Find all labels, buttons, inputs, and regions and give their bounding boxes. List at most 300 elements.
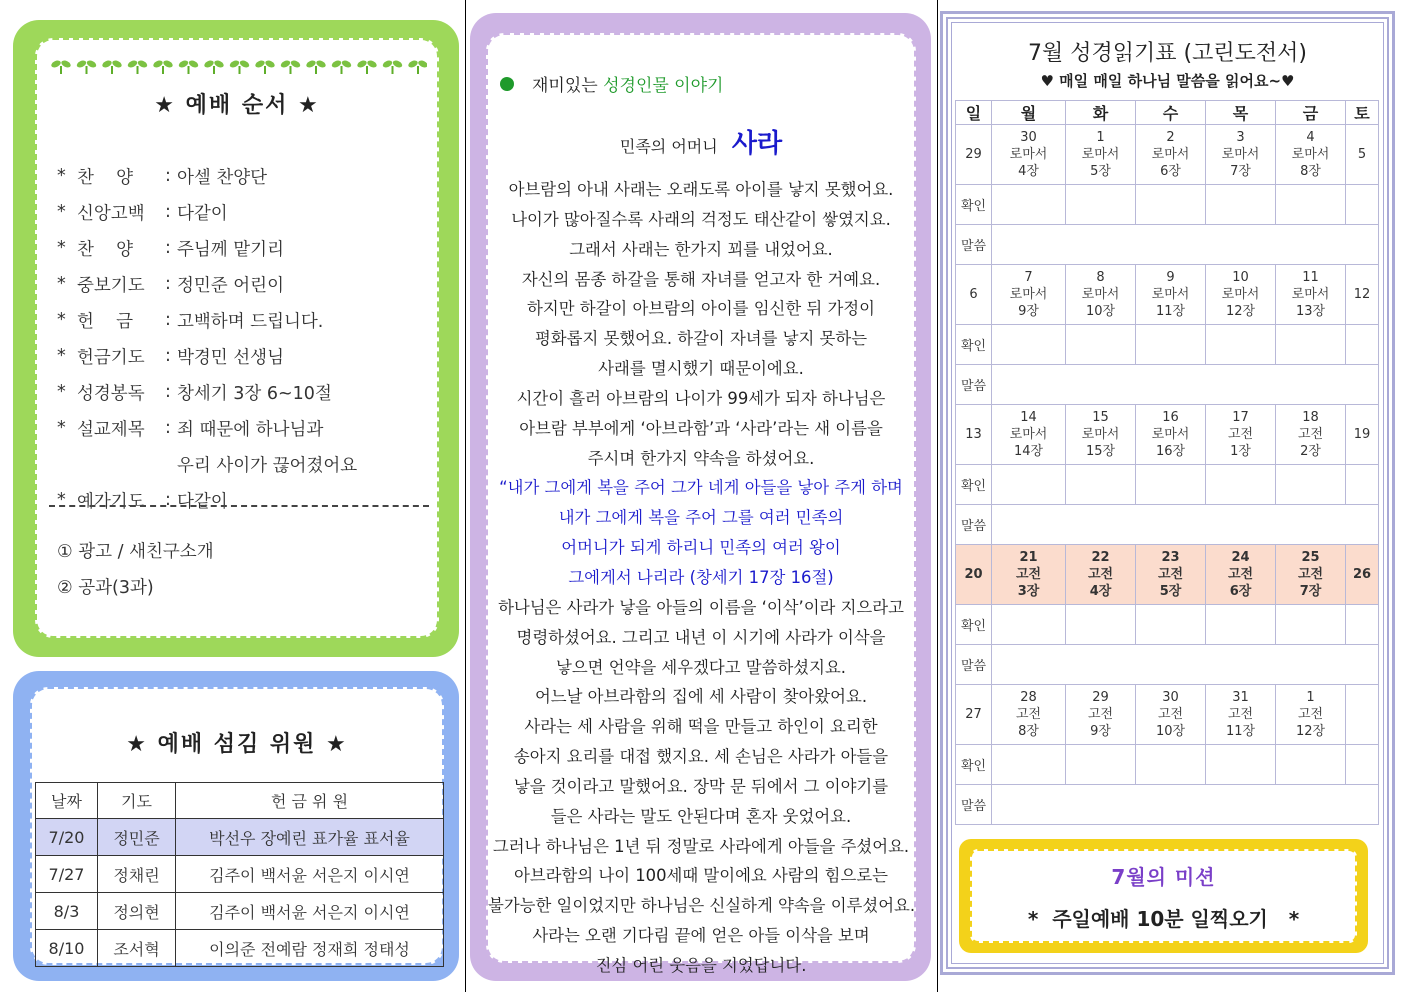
sprout-icon	[152, 59, 174, 74]
bullet-star: *	[57, 418, 66, 438]
header-date: 날짜	[36, 783, 98, 819]
check-box[interactable]	[1346, 605, 1379, 645]
table-row	[36, 930, 444, 967]
notice-list	[57, 532, 214, 604]
check-row	[956, 185, 1379, 225]
sunday-date: 20	[956, 545, 992, 605]
reading-cell	[1066, 265, 1136, 325]
date-number: 1	[1096, 130, 1105, 145]
order-label: 설교제목	[77, 419, 145, 440]
story-heading	[500, 71, 723, 96]
story-subtitle-prefix: 민족의 어머니	[619, 137, 723, 156]
reading-cell	[1136, 545, 1206, 605]
story-heading-prefix: 재미있는	[532, 76, 604, 96]
column-divider	[937, 0, 938, 992]
check-label: 확인	[956, 465, 992, 505]
check-box[interactable]	[1206, 745, 1276, 785]
sermon-title-continued: 우리 사이가 끊어졌어요	[177, 455, 358, 476]
check-box[interactable]	[1276, 185, 1346, 225]
date-number: 25	[1301, 550, 1320, 565]
calendar-subtitle: ♥ 매일 매일 하나님 말씀을 읽어요~♥	[1040, 72, 1295, 90]
sprout-border-icon	[51, 56, 427, 76]
date-number: 18	[1302, 410, 1319, 425]
order-colon: :	[165, 202, 171, 222]
order-value: 박경민 선생님	[177, 347, 284, 368]
book-name: 고전	[1015, 567, 1042, 582]
date-number: 10	[1232, 270, 1249, 285]
calendar-week-row	[956, 405, 1379, 465]
chapter: 3장	[1017, 584, 1040, 599]
check-box[interactable]	[992, 325, 1066, 365]
reading-cell	[992, 125, 1066, 185]
date-number: 8	[1096, 270, 1105, 285]
check-box[interactable]	[1066, 745, 1136, 785]
word-field[interactable]	[992, 645, 1379, 685]
chapter: 8장	[1018, 724, 1039, 739]
chapter: 4장	[1089, 584, 1112, 599]
check-box[interactable]	[1136, 465, 1206, 505]
check-box[interactable]	[992, 745, 1066, 785]
scripture-line: 내가 그에게 복을 주어 그를 여러 민족의	[558, 508, 844, 528]
date-number: 29	[1092, 690, 1109, 705]
reading-cell	[1276, 685, 1346, 745]
check-box[interactable]	[1066, 605, 1136, 645]
check-box[interactable]	[1276, 325, 1346, 365]
chapter: 6장	[1160, 164, 1181, 179]
check-label: 확인	[956, 185, 992, 225]
saturday-date: 5	[1346, 125, 1379, 185]
date-number: 24	[1231, 550, 1250, 565]
calendar-week-row	[956, 265, 1379, 325]
sprout-icon	[229, 59, 251, 74]
reading-cell	[1066, 685, 1136, 745]
check-box[interactable]	[1206, 185, 1276, 225]
prayer-cell: 정채린	[98, 856, 176, 893]
offering-cell: 김주이 백서윤 서은지 이시연	[176, 893, 444, 930]
book-name: 고전	[1157, 567, 1184, 582]
word-label: 말씀	[956, 505, 992, 545]
sprout-icon	[101, 59, 123, 74]
order-colon: :	[165, 274, 171, 294]
date-cell: 7/27	[36, 856, 98, 893]
weekday-header: 일	[956, 101, 992, 125]
book-name: 로마서	[1009, 427, 1048, 442]
book-name: 로마서	[1151, 287, 1190, 302]
reading-calendar	[955, 100, 1379, 825]
bullet-star: *	[57, 202, 66, 222]
word-row	[956, 225, 1379, 265]
sprout-icon	[356, 59, 378, 74]
check-box[interactable]	[1276, 605, 1346, 645]
order-label: 헌 금	[77, 311, 134, 332]
word-row	[956, 645, 1379, 685]
header-offering: 헌 금 위 원	[176, 783, 444, 819]
weekday-header: 수	[1136, 101, 1206, 125]
bullet-star: *	[57, 238, 66, 258]
ushers-panel	[13, 671, 459, 981]
sprout-icon	[254, 59, 276, 74]
word-label: 말씀	[956, 785, 992, 825]
bible-story-card	[486, 33, 916, 975]
notice-item: ① 광고 / 새친구소개	[57, 541, 214, 562]
order-colon: :	[165, 310, 171, 330]
order-label: 찬 양	[77, 239, 134, 260]
story-line: 진심 어린 웃음을 지었답니다.	[595, 955, 807, 975]
story-line: 사라는 오랜 기다림 끝에 얻은 아들 이삭을 보며	[532, 926, 870, 946]
story-line: 그러나 하나님은 1년 뒤 정말로 사라에게 아들을 주셨어요.	[492, 836, 910, 856]
saturday-date	[1346, 685, 1379, 745]
worship-order-item	[57, 374, 357, 410]
sprout-icon	[382, 59, 404, 74]
story-line: 낳을 것이라고 말했어요. 장막 문 뒤에서 그 이야기를	[513, 776, 889, 796]
worship-order-item	[57, 482, 357, 518]
bullet-star: *	[57, 490, 66, 510]
book-name: 로마서	[1221, 287, 1260, 302]
story-subtitle	[488, 123, 914, 160]
reading-cell	[1276, 405, 1346, 465]
column-divider	[465, 0, 466, 992]
check-box[interactable]	[1136, 185, 1206, 225]
table-row	[36, 819, 444, 856]
book-name: 로마서	[1009, 287, 1048, 302]
story-line: 평화롭지 못했어요. 하갈이 자녀를 낳지 못하는	[534, 329, 868, 349]
sprout-icon	[203, 59, 225, 74]
check-box[interactable]	[1276, 465, 1346, 505]
check-box[interactable]	[1066, 325, 1136, 365]
story-line: 낳으면 언약을 세우겠다고 말씀하셨지요.	[555, 657, 846, 677]
book-name: 로마서	[1291, 147, 1330, 162]
story-line: 시간이 흘러 아브람의 나이가 99세가 되자 하나님은	[516, 388, 886, 408]
order-value: 주님께 맡기리	[177, 239, 284, 260]
chapter: 11장	[1225, 724, 1256, 739]
story-line: 하나님은 사라가 낳을 아들의 이름을 ‘이삭’이라 지으라고	[498, 597, 904, 617]
date-number: 4	[1306, 130, 1315, 145]
story-line: 들은 사라는 말도 안된다며 혼자 웃었어요.	[550, 806, 852, 826]
word-label: 말씀	[956, 365, 992, 405]
book-name: 로마서	[1151, 147, 1190, 162]
check-box[interactable]	[992, 185, 1066, 225]
saturday-date: 26	[1346, 545, 1379, 605]
check-box[interactable]	[1346, 465, 1379, 505]
reading-cell	[1136, 125, 1206, 185]
order-value: 다같이	[177, 203, 228, 224]
story-line: 자신의 몸종 하갈을 통해 자녀를 얻고자 한 거예요.	[521, 269, 881, 289]
check-box[interactable]	[1346, 185, 1379, 225]
chapter: 5장	[1159, 584, 1182, 599]
check-box[interactable]	[1136, 605, 1206, 645]
calendar-week-row	[956, 125, 1379, 185]
order-label: 신앙고백	[77, 203, 145, 224]
story-line: 나이가 많아질수록 사래의 걱정도 태산같이 쌓였지요.	[511, 209, 891, 229]
offering-cell: 이의준 전예람 정재희 정태성	[176, 930, 444, 967]
check-row	[956, 325, 1379, 365]
bullet-dot-icon	[500, 77, 514, 91]
check-box[interactable]	[992, 465, 1066, 505]
reading-cell	[1136, 685, 1206, 745]
date-number: 30	[1162, 690, 1179, 705]
date-number: 16	[1162, 410, 1179, 425]
order-value: 고백하며 드립니다.	[177, 311, 324, 332]
check-box[interactable]	[1206, 605, 1276, 645]
date-number: 23	[1161, 550, 1180, 565]
sunday-date: 6	[956, 265, 992, 325]
sunday-date: 13	[956, 405, 992, 465]
worship-order-item	[57, 302, 357, 338]
weekday-header: 토	[1346, 101, 1379, 125]
book-name: 고전	[1297, 567, 1324, 582]
scripture-line: “내가 그에게 복을 주어 그가 네게 아들을 낳아 주게 하며	[499, 478, 903, 498]
word-field[interactable]	[992, 225, 1379, 265]
chapter: 2장	[1300, 444, 1321, 459]
check-box[interactable]	[1066, 465, 1136, 505]
book-name: 로마서	[1081, 427, 1120, 442]
story-character-name: 사라	[731, 129, 783, 159]
check-box[interactable]	[992, 605, 1066, 645]
book-name: 고전	[1227, 427, 1254, 442]
bible-story-panel	[470, 13, 931, 981]
chapter: 9장	[1018, 304, 1039, 319]
worship-order-item	[57, 158, 357, 194]
order-value: 다같이	[177, 491, 228, 512]
mission-text: * 주일예배 10분 일찍오기 *	[1027, 907, 1300, 931]
chapter: 12장	[1295, 724, 1326, 739]
prayer-cell: 정민준	[98, 819, 176, 856]
order-label: 중보기도	[77, 275, 145, 296]
date-cell: 7/20	[36, 819, 98, 856]
book-name: 고전	[1227, 567, 1254, 582]
reading-cell	[992, 405, 1066, 465]
calendar-week-row	[956, 685, 1379, 745]
weekday-header: 월	[992, 101, 1066, 125]
reading-cell	[1066, 125, 1136, 185]
story-line: 사래를 멸시했기 때문이에요.	[598, 359, 804, 379]
order-colon: :	[165, 382, 171, 402]
reading-cell	[1206, 265, 1276, 325]
check-label: 확인	[956, 745, 992, 785]
reading-cell	[1206, 125, 1276, 185]
date-number: 7	[1024, 270, 1033, 285]
date-number: 15	[1092, 410, 1109, 425]
worship-order-card	[35, 38, 439, 638]
order-label: 찬 양	[77, 167, 134, 188]
ushers-table	[35, 782, 444, 967]
check-box[interactable]	[1066, 185, 1136, 225]
calendar-week-row	[956, 545, 1379, 605]
mission-card	[970, 849, 1357, 943]
word-row	[956, 505, 1379, 545]
word-field[interactable]	[992, 505, 1379, 545]
calendar-title: 7월 성경읽기표 (고린도전서)	[1028, 41, 1307, 66]
book-name: 고전	[1227, 707, 1254, 722]
chapter: 10장	[1085, 304, 1116, 319]
book-name: 로마서	[1009, 147, 1048, 162]
chapter: 15장	[1085, 444, 1116, 459]
order-value: 정민준 어린이	[177, 275, 284, 296]
sprout-icon	[178, 59, 200, 74]
story-line: 그래서 사래는 한가지 꾀를 내었어요.	[569, 239, 833, 259]
date-number: 22	[1091, 550, 1110, 565]
weekday-header: 목	[1206, 101, 1276, 125]
word-field[interactable]	[992, 365, 1379, 405]
ushers-header-row	[36, 783, 444, 819]
chapter: 9장	[1090, 724, 1111, 739]
check-box[interactable]	[1346, 745, 1379, 785]
check-box[interactable]	[1206, 465, 1276, 505]
sprout-icon	[51, 59, 72, 74]
header-prayer: 기도	[98, 783, 176, 819]
story-text	[488, 175, 914, 981]
check-row	[956, 745, 1379, 785]
ushers-card	[30, 687, 444, 965]
bullet-star: *	[57, 382, 66, 402]
bullet-star: *	[57, 346, 66, 366]
reading-cell	[1276, 545, 1346, 605]
order-label: 헌금기도	[77, 347, 145, 368]
ushers-title: ★ 예배 섬김 위원 ★	[126, 732, 348, 757]
date-number: 31	[1232, 690, 1249, 705]
sprout-icon	[331, 59, 353, 74]
book-name: 로마서	[1081, 287, 1120, 302]
sunday-date: 27	[956, 685, 992, 745]
bullet-star: *	[57, 166, 66, 186]
story-line: 명령하셨어요. 그리고 내년 이 시기에 사라가 이삭을	[516, 627, 886, 647]
date-number: 28	[1020, 690, 1037, 705]
reading-cell	[1276, 265, 1346, 325]
chapter: 4장	[1018, 164, 1039, 179]
date-cell: 8/3	[36, 893, 98, 930]
worship-order-list	[57, 158, 357, 518]
word-row	[956, 365, 1379, 405]
story-line: 어느날 아브라함의 집에 세 사람이 찾아왔어요.	[534, 687, 868, 707]
bullet-star: *	[57, 274, 66, 294]
book-name: 로마서	[1081, 147, 1120, 162]
worship-order-item	[57, 410, 357, 446]
date-number: 3	[1236, 130, 1245, 145]
check-box[interactable]	[1206, 325, 1276, 365]
date-number: 11	[1302, 270, 1319, 285]
scripture-line: 어머니가 되게 하리니 민족의 여러 왕이	[561, 538, 841, 558]
story-line: 아브람 부부에게 ‘아브라함’과 ‘사라’라는 새 이름을	[519, 418, 883, 438]
book-name: 고전	[1157, 707, 1184, 722]
check-box[interactable]	[1136, 745, 1206, 785]
chapter: 10장	[1155, 724, 1186, 739]
chapter: 13장	[1295, 304, 1326, 319]
story-line: 불가능한 일이었지만 하나님은 신실하게 약속을 이루셨어요.	[488, 896, 916, 916]
worship-order-panel	[13, 20, 459, 657]
word-field[interactable]	[992, 785, 1379, 825]
order-value: 창세기 3장 6~10절	[177, 383, 332, 404]
calendar-weekday-row	[956, 101, 1379, 125]
table-row	[36, 893, 444, 930]
check-label: 확인	[956, 325, 992, 365]
sprout-icon	[280, 59, 302, 74]
date-number: 9	[1166, 270, 1175, 285]
sprout-icon	[127, 59, 149, 74]
date-cell: 8/10	[36, 930, 98, 967]
order-colon: :	[165, 166, 171, 186]
check-box[interactable]	[1136, 325, 1206, 365]
reading-cell	[992, 545, 1066, 605]
prayer-cell: 조서혁	[98, 930, 176, 967]
book-name: 로마서	[1221, 147, 1260, 162]
worship-order-item	[57, 230, 357, 266]
date-number: 30	[1020, 130, 1037, 145]
chapter: 12장	[1225, 304, 1256, 319]
sunday-date: 29	[956, 125, 992, 185]
mission-title: 7월의 미션	[1111, 865, 1216, 889]
story-line: 주시며 한가지 약속을 하셨어요.	[587, 448, 815, 468]
worship-order-item	[57, 266, 357, 302]
dashed-divider	[49, 505, 429, 507]
date-number: 21	[1019, 550, 1038, 565]
book-name: 고전	[1087, 567, 1114, 582]
word-label: 말씀	[956, 645, 992, 685]
mission-panel	[959, 839, 1368, 953]
offering-cell: 박선우 장예린 표가율 표서율	[176, 819, 444, 856]
story-line: 사라는 세 사람을 위해 떡을 만들고 하인이 요리한	[524, 717, 878, 737]
check-box[interactable]	[1276, 745, 1346, 785]
reading-cell	[992, 685, 1066, 745]
book-name: 고전	[1297, 707, 1324, 722]
sprout-icon	[305, 59, 327, 74]
worship-order-title: ★ 예배 순서 ★	[154, 93, 320, 118]
book-name: 고전	[1015, 707, 1042, 722]
table-row	[36, 856, 444, 893]
order-colon: :	[165, 490, 171, 510]
check-box[interactable]	[1346, 325, 1379, 365]
book-name: 고전	[1297, 427, 1324, 442]
reading-cell	[1206, 545, 1276, 605]
word-label: 말씀	[956, 225, 992, 265]
check-label: 확인	[956, 605, 992, 645]
chapter: 7장	[1230, 164, 1251, 179]
prayer-cell: 정의현	[98, 893, 176, 930]
date-number: 17	[1232, 410, 1249, 425]
offering-cell: 김주이 백서윤 서은지 이시연	[176, 856, 444, 893]
scripture-line: 그에게서 나리라 (창세기 17장 16절)	[568, 567, 834, 587]
saturday-date: 12	[1346, 265, 1379, 325]
check-row	[956, 605, 1379, 645]
book-name: 로마서	[1291, 287, 1330, 302]
order-label: 예가기도	[77, 491, 145, 512]
reading-cell	[1206, 405, 1276, 465]
sprout-icon	[76, 59, 98, 74]
sprout-icon	[407, 59, 427, 74]
order-colon: :	[165, 418, 171, 438]
order-colon: :	[165, 238, 171, 258]
order-value: 아셀 찬양단	[177, 167, 268, 188]
order-colon: :	[165, 346, 171, 366]
weekday-header: 화	[1066, 101, 1136, 125]
chapter: 11장	[1155, 304, 1186, 319]
worship-order-item	[57, 338, 357, 374]
reading-cell	[1136, 405, 1206, 465]
weekday-header: 금	[1276, 101, 1346, 125]
chapter: 6장	[1229, 584, 1252, 599]
reading-cell	[992, 265, 1066, 325]
chapter: 8장	[1300, 164, 1321, 179]
notice-item: ② 공과(3과)	[57, 577, 154, 598]
word-row	[956, 785, 1379, 825]
bullet-star: *	[57, 310, 66, 330]
chapter: 1장	[1230, 444, 1251, 459]
story-line: 아브람의 아내 사래는 오래도록 아이를 낳지 못했어요.	[508, 180, 894, 199]
story-line: 송아지 요리를 대접 했지요. 세 손님은 사라가 아들을	[513, 747, 889, 767]
book-name: 로마서	[1151, 427, 1190, 442]
check-row	[956, 465, 1379, 505]
reading-cell	[1066, 545, 1136, 605]
reading-cell	[1206, 685, 1276, 745]
